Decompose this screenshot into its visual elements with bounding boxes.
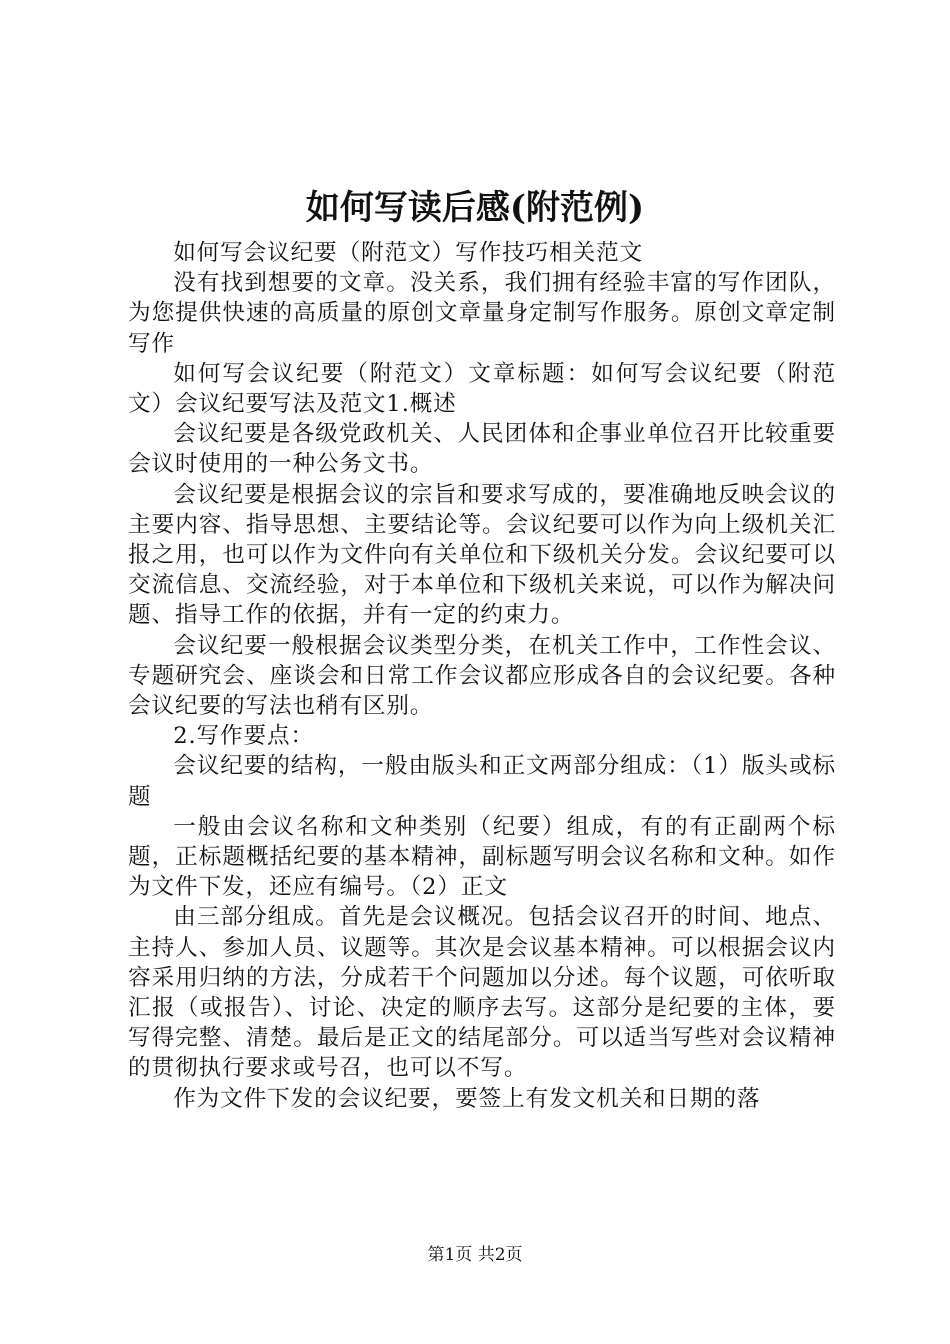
paragraph: 会议纪要的结构，一般由版头和正文两部分组成：（1）版头或标题 — [128, 753, 836, 810]
paragraph: 会议纪要是各级党政机关、人民团体和企事业单位召开比较重要会议时使用的一种公务文书。 — [128, 421, 836, 478]
paragraph: 2.写作要点： — [173, 723, 315, 750]
paragraph: 一般由会议名称和文种类别（纪要）组成，有的有正副两个标题，正标题概括纪要的基本精神，副标题写明会议名称和文种。如作为文件下发，还应有编号。（2）正文 — [128, 813, 836, 901]
paragraph: 作为文件下发的会议纪要，要签上有发文机关和日期的落 — [173, 1085, 761, 1112]
paragraph: 如何写会议纪要（附范文）文章标题：如何写会议纪要（附范文）会议纪要写法及范文1.概述 — [128, 360, 836, 418]
paragraph: 没有找到想要的文章。没关系，我们拥有经验丰富的写作团队，为您提供快速的高质量的原创文章量身定制写作服务。原创文章定制写作 — [128, 270, 836, 357]
document-title: 如何写读后感(附范例) — [305, 188, 645, 228]
paragraph: 会议纪要一般根据会议类型分类，在机关工作中，工作性会议、专题研究会、座谈会和日常工作会议都应形成各自的会议纪要。各种会议纪要的写法也稍有区别。 — [128, 632, 836, 720]
paragraph: 会议纪要是根据会议的宗旨和要求写成的，要准确地反映会议的主要内容、指导思想、主要结论等。会议纪要可以作为向上级机关汇报之用，也可以作为文件向有关单位和下级机关分发。会议纪要可以交流信息、交流经验，对于本单位和下级机关来说，可以作为解决问题、指导工作的依据，并有一定的约束力。 — [128, 481, 836, 629]
paragraph: 由三部分组成。首先是会议概况。包括会议召开的时间、地点、主持人、参加人员、议题等。其次是会议基本精神。可以根据会议内容采用归纳的方法，分成若干个问题加以分述。每个议题，可依听取汇报（或报告）、讨论、决定的顺序去写。这部分是纪要的主体，要写得完整、清楚。最后是正文的结尾部分。可以适当写些对会议精神的贯彻执行要求或号召，也可以不写。 — [128, 904, 836, 1082]
paragraph: 如何写会议纪要（附范文）写作技巧相关范文 — [173, 240, 644, 266]
document-body — [128, 238, 836, 1114]
page-number-footer: 第1页 共2页 — [427, 1245, 523, 1265]
